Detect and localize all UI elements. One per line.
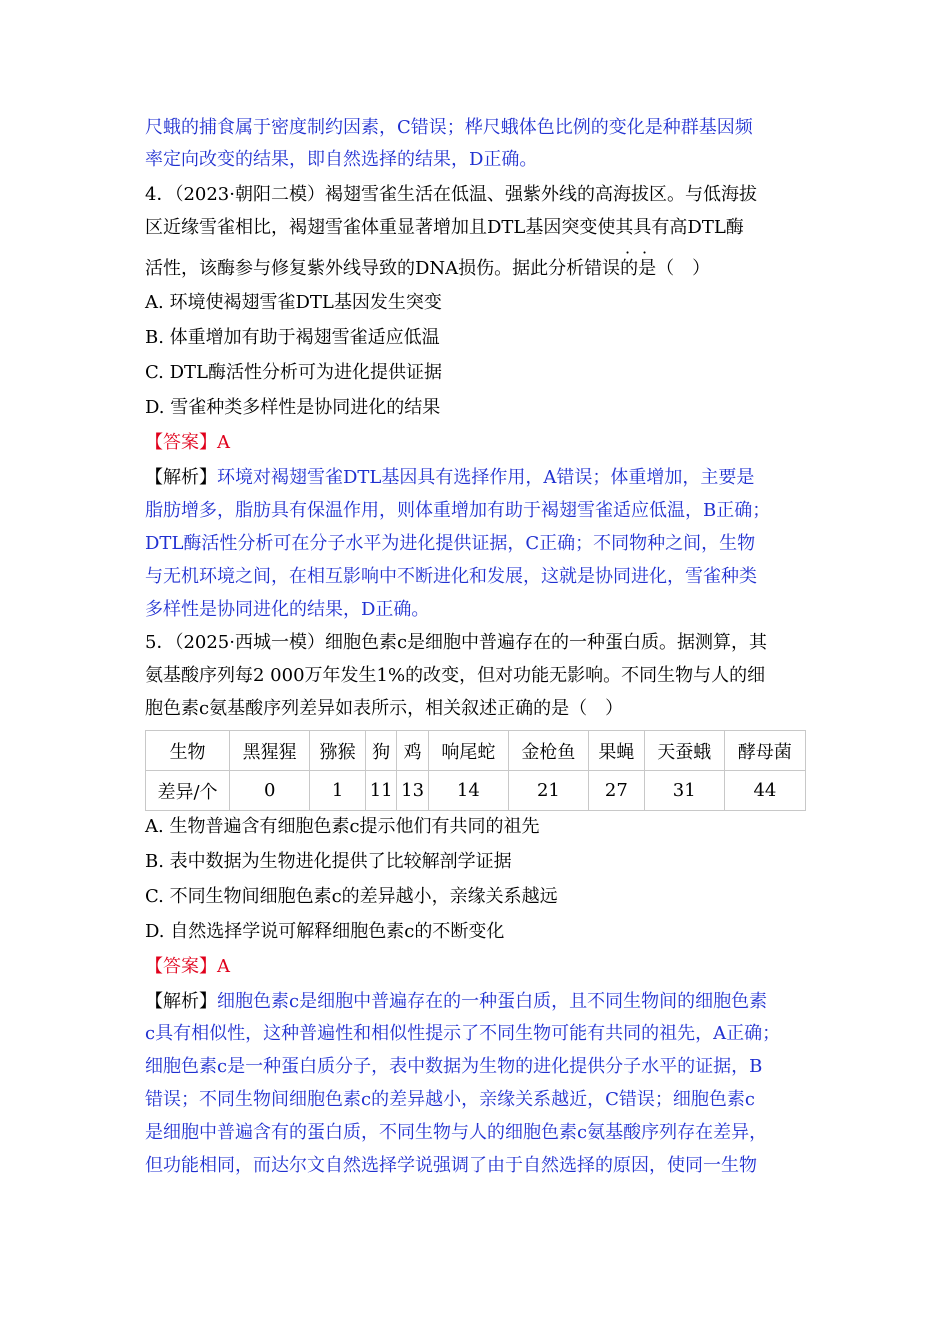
table-cell: 13 (397, 771, 428, 811)
table-cell: 21 (508, 771, 588, 811)
table-cell: 猕猴 (310, 731, 366, 771)
q4-explanation-line-5: 多样性是协同进化的结果，D正确。 (145, 599, 430, 620)
table-cell: 0 (230, 771, 310, 811)
table-header-row (146, 731, 806, 771)
table-cell: 鸡 (397, 731, 428, 771)
q5-explanation-line-4: 错误；不同生物间细胞色素c的差异越小，亲缘关系越近，C错误；细胞色素c (145, 1089, 755, 1110)
q4-answer (145, 431, 230, 455)
q5-explanation-line-5: 是细胞中普遍含有的蛋白质，不同生物与人的细胞色素c氨基酸序列存在差异， (145, 1122, 768, 1143)
prev-explanation-line-1: 尺蛾的捕食属于密度制约因素，C错误；桦尺蛾体色比例的变化是种群基因频 (145, 117, 753, 138)
q4-explanation-line-1 (145, 466, 754, 490)
table-cell: 14 (428, 771, 508, 811)
prev-explanation-line-2: 率定向改变的结果，即自然选择的结果，D正确。 (145, 149, 538, 170)
q5-answer (145, 955, 230, 979)
table-cell: 11 (365, 771, 396, 811)
q5-option-d: D. 自然选择学说可解释细胞色素c的不断变化 (145, 921, 505, 942)
table-cell: 酵母菌 (724, 731, 805, 771)
table-row (146, 771, 806, 811)
q5-explanation-line-2: c具有相似性，这种普遍性和相似性提示了不同生物可能有共同的祖先，A正确； (145, 1023, 781, 1044)
table-cell: 差异/个 (146, 771, 230, 811)
explanation-text: 环境对褐翅雪雀DTL基因具有选择作用，A错误；体重增加，主要是 (217, 467, 755, 488)
q5-stem-line-3: 胞色素c氨基酸序列差异如表所示，相关叙述正确的是（ ） (145, 698, 624, 719)
explanation-text: 细胞色素c是细胞中普遍存在的一种蛋白质，且不同生物间的细胞色素 (217, 991, 768, 1012)
explanation-label: 【解析】 (145, 467, 217, 488)
q5-stem-line-2: 氨基酸序列每2 000万年发生1%的改变，但对功能无影响。不同生物与人的细 (145, 665, 766, 686)
q5-option-c: C. 不同生物间细胞色素c的差异越小，亲缘关系越远 (145, 886, 558, 907)
table-cell: 金枪鱼 (508, 731, 588, 771)
q4-stem-line-3: 活性，该酶参与修复紫外线导致的DNA损伤。据此分析错误的是（ ） (145, 258, 711, 279)
q5-explanation-line-1 (145, 990, 767, 1014)
answer-value: A (217, 432, 230, 453)
table-cell: 27 (588, 771, 644, 811)
explanation-label: 【解析】 (145, 991, 217, 1012)
q5-option-b: B. 表中数据为生物进化提供了比较解剖学证据 (145, 851, 512, 872)
q5-stem-line-1: 5．（2025·西城一模）细胞色素c是细胞中普遍存在的一种蛋白质。据测算，其 (145, 632, 768, 653)
q4-stem-line-1: 4．（2023·朝阳二模）褐翅雪雀生活在低温、强紫外线的高海拔区。与低海拔 (145, 184, 757, 205)
table-cell: 天蚕蛾 (644, 731, 724, 771)
table-cell: 1 (310, 771, 366, 811)
table-cell: 44 (724, 771, 805, 811)
q4-option-a: A. 环境使褐翅雪雀DTL基因发生突变 (145, 292, 442, 313)
q4-option-c: C. DTL酶活性分析可为进化提供证据 (145, 362, 442, 383)
table-cell: 狗 (365, 731, 396, 771)
q4-option-b: B. 体重增加有助于褐翅雪雀适应低温 (145, 327, 440, 348)
emphasis-dot: · (625, 243, 631, 262)
cytochrome-difference-table (145, 730, 806, 811)
q5-explanation-line-6: 但功能相同，而达尔文自然选择学说强调了由于自然选择的原因，使同一生物 (145, 1155, 757, 1176)
q5-option-a: A. 生物普遍含有细胞色素c提示他们有共同的祖先 (145, 816, 540, 837)
table-cell: 果蝇 (588, 731, 644, 771)
emphasis-dot: · (642, 243, 648, 262)
answer-value: A (217, 956, 230, 977)
q4-option-d: D. 雪雀种类多样性是协同进化的结果 (145, 397, 441, 418)
q4-stem-line-2: 区近缘雪雀相比，褐翅雪雀体重显著增加且DTL基因突变使其具有高DTL酶 (145, 217, 744, 238)
table-cell: 响尾蛇 (428, 731, 508, 771)
q4-explanation-line-3: DTL酶活性分析可在分子水平为进化提供证据，C正确；不同物种之间，生物 (145, 533, 756, 554)
q4-explanation-line-4: 与无机环境之间，在相互影响中不断进化和发展，这就是协同进化，雪雀种类 (145, 566, 757, 587)
answer-label: 【答案】 (145, 432, 217, 453)
table-cell: 黑猩猩 (230, 731, 310, 771)
q4-explanation-line-2: 脂肪增多，脂肪具有保温作用，则体重增加有助于褐翅雪雀适应低温，B正确； (145, 500, 771, 521)
answer-label: 【答案】 (145, 956, 217, 977)
q5-explanation-line-3: 细胞色素c是一种蛋白质分子，表中数据为生物的进化提供分子水平的证据，B (145, 1056, 763, 1077)
table-cell: 31 (644, 771, 724, 811)
table-cell: 生物 (146, 731, 230, 771)
